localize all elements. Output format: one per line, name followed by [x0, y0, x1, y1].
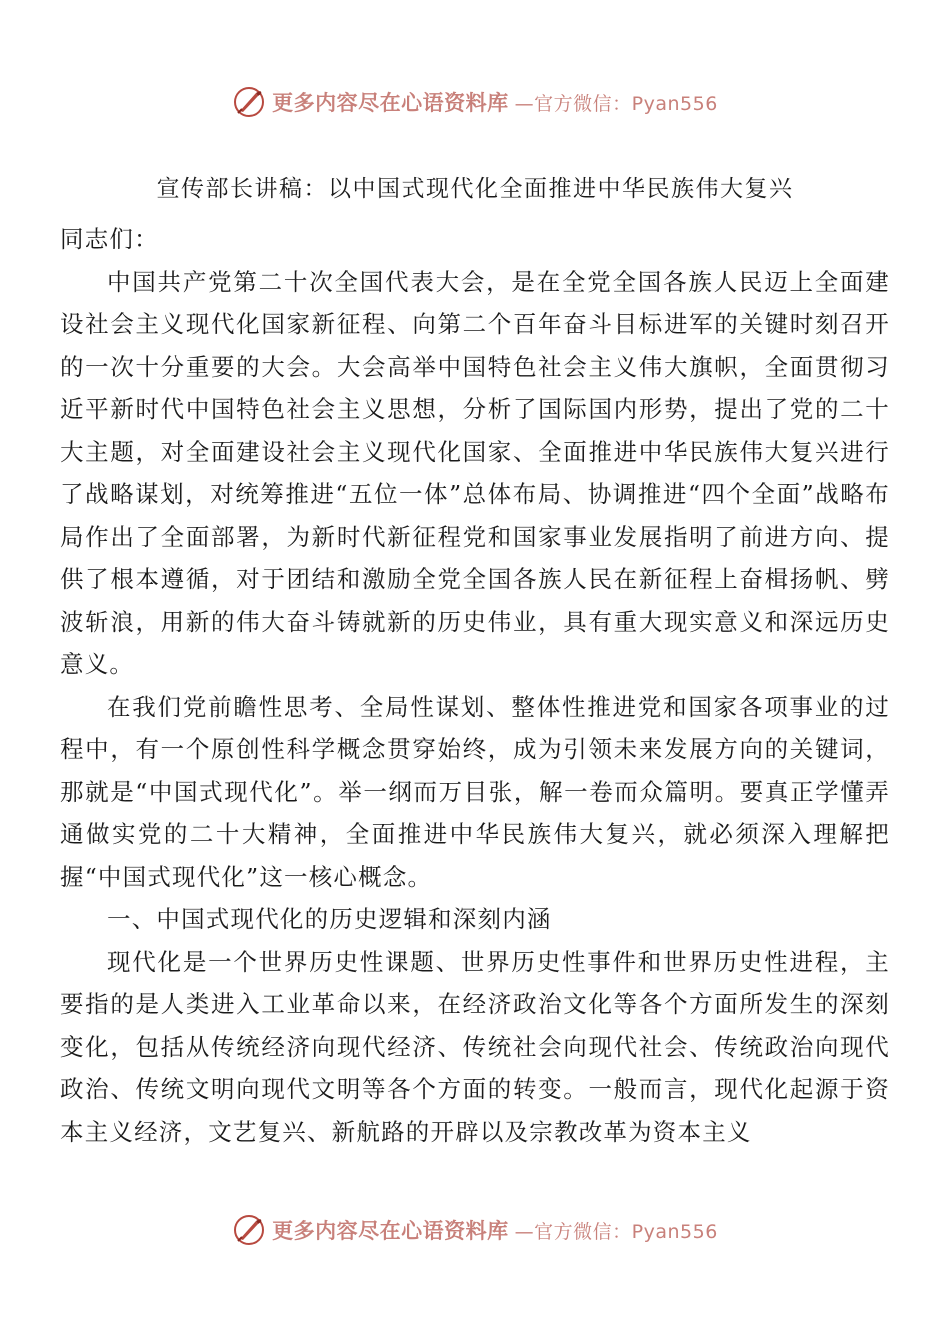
section-heading-1: 一、中国式现代化的历史逻辑和深刻内涵 [107, 905, 552, 933]
paragraph-2: 在我们党前瞻性思考、全局性谋划、整体性推进党和国家各项事业的过程中，有一个原创性科学概念贯穿始终，成为引领未来发展方向的关键词，那就是“中国式现代化”。举一纲而万目张，解一卷而众篇明。要真正学懂弄通做实党的二十大精神，全面推进中华民族伟大复兴，就必须深入理解把握“中国式现代化”这一核心概念。 [60, 692, 890, 891]
feather-pen-logo-icon [232, 1213, 266, 1247]
banner-brand-text: 更多内容尽在心语资料库 [272, 1218, 509, 1243]
document-title: 宣传部长讲稿：以中国式现代化全面推进中华民族伟大复兴 [156, 176, 794, 202]
footer-watermark-banner [0, 1210, 950, 1250]
document-body [60, 210, 890, 1153]
greeting-line: 同志们： [60, 225, 159, 253]
paragraph-3: 现代化是一个世界历史性课题、世界历史性事件和世界历史性进程，主要指的是人类进入工业革命以来，在经济政治文化等各个方面所发生的深刻变化，包括从传统经济向现代经济、传统社会向现代社会、传统政治向现代政治、传统文明向现代文明等各个方面的转变。一般而言，现代化起源于资本主义经济，文艺复兴、新航路的开辟以及宗教改革为资本主义 [60, 947, 890, 1146]
banner-brand-text: 更多内容尽在心语资料库 [272, 90, 509, 115]
feather-pen-logo-icon [232, 85, 266, 119]
banner-wechat-text: —官方微信：Pyan556 [514, 1220, 718, 1243]
banner-wechat-text: —官方微信：Pyan556 [514, 92, 718, 115]
paragraph-1: 中国共产党第二十次全国代表大会，是在全党全国各族人民迈上全面建设社会主义现代化国家新征程、向第二个百年奋斗目标进军的关键时刻召开的一次十分重要的大会。大会高举中国特色社会主义伟大旗帜，全面贯彻习近平新时代中国特色社会主义思想，分析了国际国内形势，提出了党的二十大主题，对全面建设社会主义现代化国家、全面推进中华民族伟大复兴进行了战略谋划，对统筹推进“五位一体”总体布局、协调推进“四个全面”战略布局作出了全面部署，为新时代新征程党和国家事业发展指明了前进方向、提供了根本遵循，对于团结和激励全党全国各族人民在新征程上奋楫扬帆、劈波斩浪，用新的伟大奋斗铸就新的历史伟业，具有重大现实意义和深远历史意义。 [60, 267, 890, 678]
header-watermark-banner [0, 82, 950, 122]
